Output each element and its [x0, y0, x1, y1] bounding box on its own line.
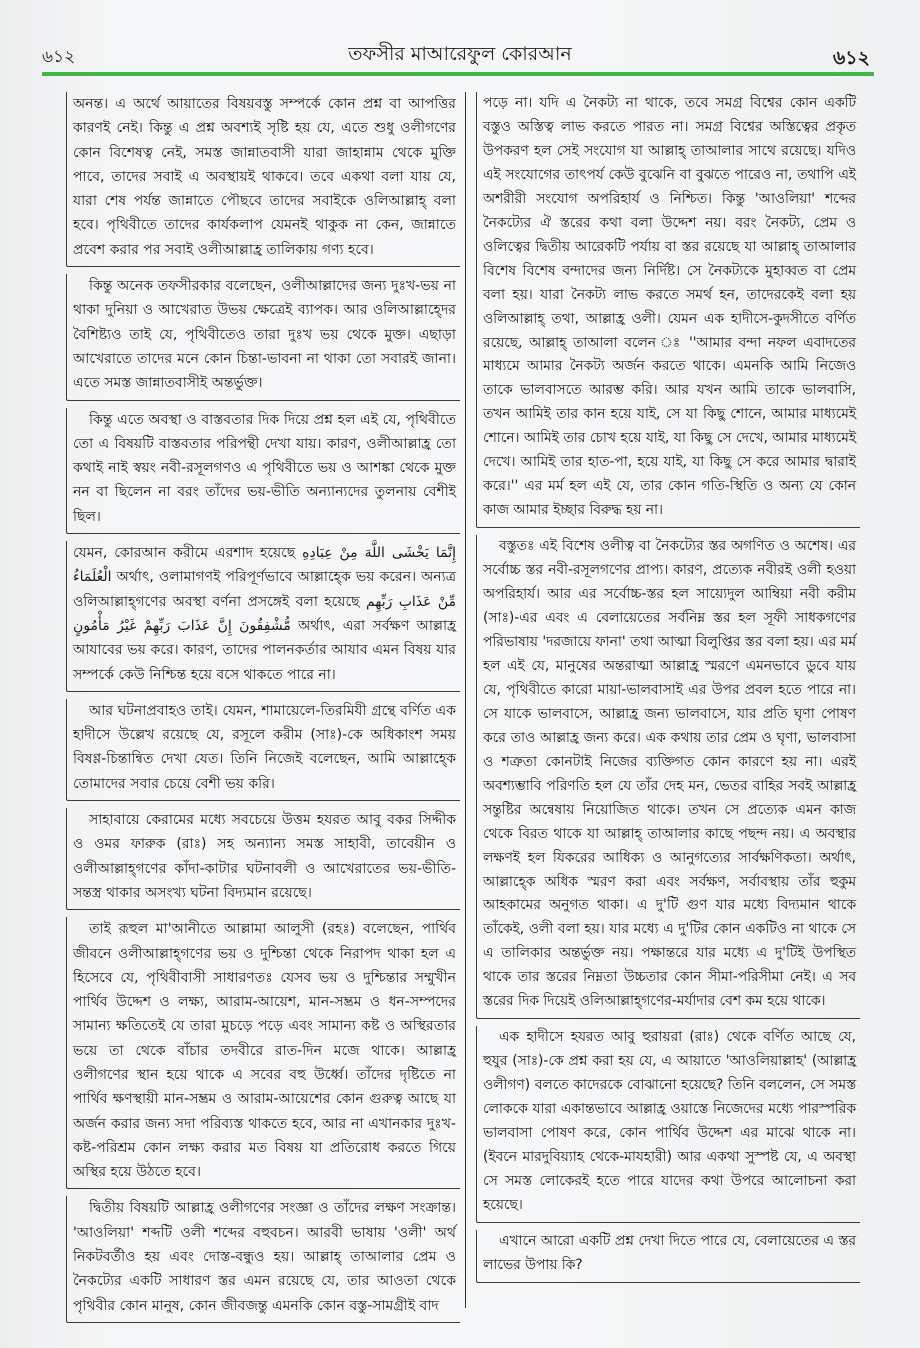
column-divider — [465, 92, 466, 1308]
paragraph: সাহাবায়ে কেরামের মধ্যে সবচেয়ে উত্তম হযরত আবু বকর সিদ্দীক ও ওমর ফারুক (রাঃ) সহ অন্যান্য সমস্ত সাহাবী, তাবেয়ীন ও ওলীআল্লাহ্গণের কাঁদা-কাটার ঘটনাবলী ও আখেরাতের ভয়-ভীতি-সন্তস্ত্র থাকার অসংখ্য ঘটনা বিদ্যমান রয়েছে। — [66, 808, 460, 910]
paragraph: তাই রূহুল মা'আনীতে আল্লামা আলুসী (রহঃ) বলেছেন, পার্থিব জীবনে ওলীআল্লাহ্গণের ভয় ও দুশ্চিন্তা থেকে নিরাপদ থাকা হল এ হিসেবে যে, পৃথিবীবাসী সাধারণতঃ যেসব ভয় ও দুশ্চিন্তার সম্মুখীন পার্থিব উদ্দেশ ও লক্ষ্য, আরাম-আয়েশ, মান-সম্ভ্রম ও ধন-সম্পদের সামান্য ক্ষতিতেই যে তারা মুচড়ে পড়ে এবং সামান্য কষ্ট ও অস্থিরতার ভয়ে তা থেকে বাঁচার তদবীরে রাত-দিন মজে থাকে। আল্লাহ্র ওলীগণের স্থান হয়ে থাকে এ সবের বহু উর্ধ্বে। তাঁদের দৃষ্টিতে না পার্থিব ক্ষণস্থায়ী মান-সম্ভ্রম ও আরাম-আয়েশের কোন গুরুত্ব আছে যা অর্জন করার জন্য সদা পরিব্যস্ত থাকতে হবে, আর না এখানকার দুঃখ-কষ্ট-পরিশ্রম কোন লক্ষ্য করার মত বিষয় যা প্রতিরোধ করতে গিয়ে অস্থির হয়ে উঠতে হবে। — [66, 917, 460, 1189]
left-column — [66, 92, 460, 1330]
paragraph: অনন্ত। এ অর্থে আয়াতের বিষয়বস্তু সম্পর্কে কোন প্রশ্ন বা আপত্তির কারণই নেই। কিন্তু এ প্রশ্ন অবশ্যই সৃষ্টি হয় যে, এতে শুধু ওলীগণের কোন বিশেষত্ব নেই, সমস্ত জান্নাতবাসী যারা জাহান্নাম থেকে মুক্তি পাবে, তাদের সবাই এ অবস্থায়ই থাকবে। তবে একথা বলা যায় যে, যারা শেষ পর্যন্ত জান্নাতে পৌছবে তাদের সবাইকে ওলিআল্লাহ্ বলা হবে। পৃথিবীতে তাদের কার্যকলাপ যেমনই থাকুক না কেন, জান্নাতে প্রবেশ করার পর সবাই ওলীআল্লাহ্র তালিকায় গণ্য হবে। — [66, 92, 460, 267]
right-page-number: ৬১২ — [832, 47, 870, 69]
paragraph-with-arabic-quote: যেমন, কোরআন করীমে এরশাদ হয়েছে إِنَّمَا يَخْشَى اللَّهَ مِنْ عِبَادِهِ الْعُلَمَاءُ অর্থাৎ, ওলামাগণই পরিপূর্ণভাবে আল্লাহ্কে ভয় করেন। অন্যত্র ওলিআল্লাহ্গণের অবস্থা বর্ণনা প্রসঙ্গেই বলা হয়েছে مِّنْ عَذَابِ رَبِّهِم مُّشْفِقُونَ إِنَّ عَذَابَ رَبِّهِمْ غَيْرُ مَأْمُونٍ অর্থাৎ, এরা সর্বক্ষণ আল্লাহ্র আযাবের ভয় করে। কারণ, তাদের পালনকর্তার আযাব এমন বিষয় যার সম্পর্কে কেউ নিশ্চিন্ত হয়ে বসে থাকতে পারে না। — [66, 541, 460, 692]
paragraph: কিন্তু এতে অবস্থা ও বাস্তবতার দিক দিয়ে প্রশ্ন হল এই যে, পৃথিবীতে তো এ বিষয়টি বাস্তবতার পরিপন্থী দেখা যায়। কারণ, ওলীআল্লাহ্র তো কথাই নাই স্বয়ং নবী-রসূলগণও এ পৃথিবীতে ভয় ও আশঙ্কা থেকে মুক্ত নন বা ছিলেন না বরং তাঁদের ভয়-ভীতি অন্যান্যদের তুলনায় বেশীই ছিল। — [66, 408, 460, 534]
paragraph: এখানে আরো একটি প্রশ্ন দেখা দিতে পারে যে, বেলায়েতের এ স্তর লাভের উপায় কি? — [476, 1230, 860, 1283]
paragraph: বস্তুতঃ এই বিশেষ ওলীত্ব বা নৈকট্যের স্তর অগণিত ও অশেষ। এর সর্বোচ্চ স্তর নবী-রসূলগণের প্রাপ্য। কারণ, প্রত্যেক নবীরই ওলী হওয়া অপরিহার্য। আর এর সর্বোচ্চ-স্তর হল সায়্যেদুল আম্বিয়া নবী করীম (সাঃ)-এর এবং এ বেলায়েতের সর্বনিম্ন স্তর হল সূফী সাধকগণের পরিভাষায় 'দরজায়ে ফানা' তথা আত্মা বিলুপ্তির স্তর বলা হয়। এর মর্ম হল এই যে, মানুষের অন্তরাত্মা আল্লাহ্র স্মরণে এমনভাবে ডুবে যায় যে, পৃথিবীতে কারো মায়া-ভালবাসাই এর উপর প্রবল হতে পারে না। সে যাকে ভালবাসে, আল্লাহ্র জন্য ভালবাসে, যার প্রতি ঘৃণা পোষণ করে তাও আল্লাহ্র জন্য করে। এক কথায় তার প্রেম ও ঘৃণা, ভালবাসা ও শত্রুতা কোনটাই নিজের ব্যক্তিগত কোন কারণে হয় না। এরই অবশ্যম্ভাবি পরিণতি হল যে তাঁর দেহ মন, ভেতর বাহির সবই আল্লাহ্র সন্তুষ্টির অন্বেষায় নিয়োজিত থাকে। তখন সে প্রত্যেক এমন কাজ থেকে বিরত থাকে যা আল্লাহ্ তাআলার কাছে পছন্দ নয়। এ অবস্থার লক্ষণই হল যিকরের আধিক্য ও আনুগত্যের সার্বক্ষণিকতা। অর্থাৎ, আল্লাহ্কে অধিক স্মরণ করা এবং সর্বক্ষণ, সর্বাবস্থায় তাঁর হুকুম আহকামের অনুগত থাকা। এ দু'টি গুণ যার মধ্যে বিদ্যমান থাকে তাঁকেই, ওলী বলা হয়। যার মধ্যে এ দু'টির কোন একটিও না থাকে সে এ তালিকার অন্তর্ভুক্ত নয়। পক্ষান্তরে যার মধ্যে এ দু'টিই উপস্থিত থাকে তার স্তরের নিম্নতা উচ্চতার কোন সীমা-পরিসীমা নেই। এ সব স্তরের দিক দিয়েই ওলিআল্লাহ্গণের-মর্যাদার বেশ কম হয়ে থাকে। — [476, 535, 860, 1019]
left-page-number: ৬১২ — [42, 47, 76, 67]
paragraph: দ্বিতীয় বিষয়টি আল্লাহ্র ওলীগণের সংজ্ঞা ও তাঁদের লক্ষণ সংক্রান্ত। 'আওলিয়া' শব্দটি ওলী শব্দের বহুবচন। আরবী ভাষায় 'ওলী' অর্থ নিকটবর্তীও হয় এবং দোস্ত-বন্ধুও হয়। আল্লাহ্ তাআলার প্রেম ও নৈকট্যের একটি সাধারণ স্তর এমন রয়েছে যে, তার আওতা থেকে পৃথিবীর কোন মানুষ, কোন জীবজন্তু এমনকি কোন বস্তু-সামগ্রীই বাদ — [66, 1196, 460, 1322]
header-rule — [42, 72, 874, 76]
paragraph: এক হাদীসে হযরত আবু হুরায়রা (রাঃ) থেকে বর্ণিত আছে যে, হুযুর (সাঃ)-কে প্রশ্ন করা হয় যে, এ আয়াতে 'আওলিয়াল্লাহ' (আল্লাহ্র ওলীগণ) বলতে কাদেরকে বোঝানো হয়েছে? তিনি বললেন, সে সমস্ত লোককে যারা একান্তভাবে আল্লাহ্র ওয়াস্তে নিজেদের মধ্যে পারস্পরিক ভালবাসা পোষণ করে, কোন পার্থিব উদ্দেশ এর মাঝে থাকে না। (ইবনে মারদুবিয়্যাহ থেকে-মাযহারী) আর একথা সুস্পষ্ট যে, এ অবস্থা সে সমস্ত লোকেরই হতে পারে যাদের কথা উপরে আলোচনা করা হয়েছে। — [476, 1026, 860, 1223]
paragraph: পড়ে না। যদি এ নৈকট্য না থাকে, তবে সমগ্র বিশ্বের কোন একটি বস্তুও অস্তিত্ব লাভ করতে পারত না। সমগ্র বিশ্বের অস্তিত্বের প্রকৃত উপকরণ হল সেই সংযোগ যা আল্লাহ্ তাআলার সাথে রয়েছে। যদিও এই সংযোগের তাৎপর্য কেউ বুঝেনি বা বুঝতে পারেও না, তথাপি এই অশরীরী সংযোগ অপরিহার্য ও নিশ্চিত। কিন্তু 'আওলিয়া' শব্দের নৈকট্যের ঐ স্তরের কথা বলা উদ্দেশ নয়। বরং নৈকট্য, প্রেম ও ওলিত্বের দ্বিতীয় আরেকটি পর্যায় বা স্তর রয়েছে যা আল্লাহ্ তাআলার বিশেষ বিশেষ বন্দাদের জন্য নির্দিষ্ট। সে নৈকট্যকে মুহাব্বত বা প্রেম বলা হয়। যারা নৈকট্য লাভ করতে সমর্থ হন, তাদেরকেই বলা হয় ওলিআল্লাহ্ তথা, আল্লাহ্র ওলী। যেমন এক হাদীসে-কুদসীতে বর্ণিত রয়েছে, আল্লাহ্ তাআলা বলেন ঃ ''আমার বন্দা নফল এবাদতের মাধ্যমে আমার নৈকট্য অর্জন করতে থাকে। এমনকি আমি নিজেও তাকে ভালবাসতে আরম্ভ করি। আর যখন আমি তাকে ভালবাসি, তখন আমিই তার কান হয়ে যাই, সে যা কিছু শোনে, আমার মাধ্যমেই শোনে। আমিই তার চোখ হয়ে যাই, যা কিছু সে দেখে, আমার মাধ্যমেই দেখে। আমিই তার হাত-পা, হয়ে যাই, যা কিছু সে করে আমার দ্বারাই করে।'' এর মর্ম হল এই যে, তার কোন গতি-স্থিতি ও অন্য যে কোন কাজ আমার ইচ্ছার বিরুদ্ধ হয় না। — [476, 92, 860, 528]
right-column — [476, 92, 860, 1290]
running-title: তফসীর মাআরেফুল কোরআন — [348, 43, 572, 65]
paragraph: কিন্তু অনেক তফসীরকার বলেছেন, ওলীআল্লাদের জন্য দুঃখ-ভয় না থাকা দুনিয়া ও আখেরাত উভয় ক্ষেত্রেই ব্যাপক। আর ওলিআল্লাহ্দের বৈশিষ্ট্যও তাই যে, পৃথিবীতেও তারা দুঃখ ভয় থেকে মুক্ত। এছাড়া আখেরাতে তাদের মনে কোন চিন্তা-ভাবনা না থাকা তো সবারই জানা। এতে সমস্ত জান্নাতবাসীই অন্তর্ভুক্ত। — [66, 274, 460, 400]
page-header — [0, 30, 920, 82]
paragraph: আর ঘটনাপ্রবাহও তাই। যেমন, শামায়েলে-তিরমিযী গ্রন্থে বর্ণিত এক হাদীসে উল্লেখ রয়েছে যে, রসূলে করীম (সাঃ)-কে অধিকাংশ সময় বিষণ্ণ-চিন্তান্বিত দেখা যেত। তিনি নিজেই বলেছেন, আমি আল্লাহ্কে তোমাদের সবার চেয়ে বেশী ভয় করি। — [66, 699, 460, 801]
